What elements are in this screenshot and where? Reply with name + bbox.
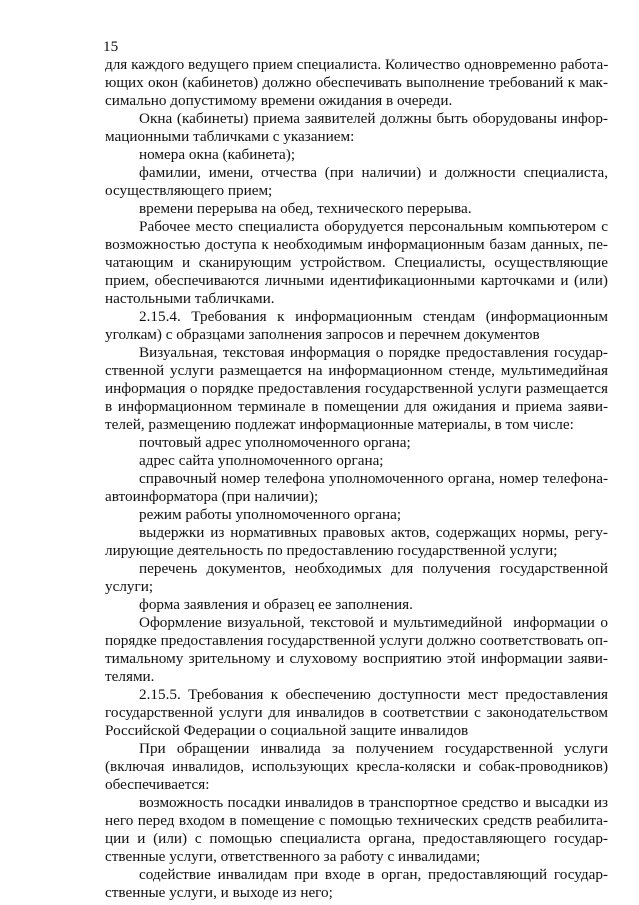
- text-line: (включая инвалидов, использующих кресла-коляски и собак-проводников): [105, 758, 608, 775]
- text-line: При обращении инвалида за получением государственной услуги: [139, 740, 608, 757]
- text-line: телей, размещению подлежат информационные материалы, в том числе:: [105, 416, 574, 433]
- text-line: телями.: [105, 668, 155, 685]
- text-line: возможность посадки инвалидов в транспортное средство и высадки из: [139, 794, 608, 811]
- text-line: почтовый адрес уполномоченного органа;: [139, 434, 411, 451]
- text-line: порядке предоставления государственной услуги должно соответствовать оп-: [105, 632, 609, 649]
- section-heading: уголкам) с образцами заполнения запросов и перечнем документов: [105, 326, 540, 343]
- text-line: чатающим и сканирующим устройством. Специалисты, осуществляющие: [105, 254, 608, 271]
- text-line: осуществляющего прием;: [105, 182, 273, 199]
- text-line: Рабочее место специалиста оборудуется персональным компьютером с: [139, 218, 608, 235]
- section-heading: Российской Федерации о социальной защите инвалидов: [105, 722, 469, 739]
- section-heading: государственной услуги для инвалидов в соответствии с законодательством: [105, 704, 608, 721]
- text-line: для каждого ведущего прием специалиста. Количество одновременно работа-: [105, 56, 609, 73]
- text-line: режим работы уполномоченного органа;: [139, 506, 402, 523]
- text-line: ственные услуги, ответственного за работу с инвалидами;: [105, 848, 481, 865]
- text-line: ции и (или) с помощью специалиста органа, предоставляющего государ-: [105, 830, 608, 847]
- text-line: услуги;: [105, 578, 154, 595]
- section-heading: 2.15.5. Требования к обеспечению доступности мест предоставления: [139, 686, 608, 703]
- text-line: ственной услуги размещается на информационном стенде, мультимедийная: [105, 362, 608, 379]
- text-line: адрес сайта уполномоченного органа;: [139, 452, 384, 469]
- text-line: ственные услуги, и выходе из него;: [105, 884, 333, 901]
- text-line: лирующие деятельность по предоставлению государственной услуги;: [105, 542, 558, 559]
- text-line: прием, обеспечиваются личными идентификационными карточками и (или): [105, 272, 608, 289]
- text-line: номера окна (кабинета);: [139, 146, 296, 163]
- text-line: Оформление визуальной, текстовой и мультимедийной информации о: [139, 614, 608, 631]
- text-line: симально допустимому времени ожидания в очереди.: [105, 92, 453, 109]
- text-line: фамилии, имени, отчества (при наличии) и должности специалиста,: [139, 164, 608, 181]
- text-line: настольными табличками.: [105, 290, 275, 307]
- text-line: тимальному зрительному и слуховому восприятию этой информации заяви-: [105, 650, 608, 667]
- text-line: автоинформатора (при наличии);: [105, 488, 319, 505]
- text-line: Визуальная, текстовая информация о порядке предоставления государ-: [139, 344, 608, 361]
- text-line: в информационном терминале в помещении для ожидания и приема заяви-: [105, 398, 608, 415]
- text-line: форма заявления и образец ее заполнения.: [139, 596, 413, 613]
- text-line: выдержки из нормативных правовых актов, содержащих нормы, регу-: [139, 524, 608, 541]
- text-line: обеспечивается:: [105, 776, 210, 793]
- section-heading: 2.15.4. Требования к информационным стендам (информационным: [139, 308, 608, 325]
- text-line: возможностью доступа к необходимым информационным базам данных, пе-: [105, 236, 608, 253]
- text-line: мационными табличками с указанием:: [105, 128, 355, 145]
- text-line: Окна (кабинеты) приема заявителей должны быть оборудованы инфор-: [139, 110, 608, 127]
- text-line: него перед входом в помещение с помощью технических средств реабилита-: [105, 812, 608, 829]
- text-line: перечень документов, необходимых для получения государственной: [139, 560, 608, 577]
- text-line: содействие инвалидам при входе в орган, предоставляющий государ-: [139, 866, 608, 883]
- page-number: 15: [103, 38, 119, 55]
- text-line: времени перерыва на обед, технического перерыва.: [139, 200, 472, 217]
- text-line: справочный номер телефона уполномоченного органа, номер телефона-: [139, 470, 608, 487]
- text-line: ющих окон (кабинетов) должно обеспечивать выполнение требований к мак-: [105, 74, 608, 91]
- text-line: информация о порядке предоставления государственной услуги размещается: [105, 380, 608, 397]
